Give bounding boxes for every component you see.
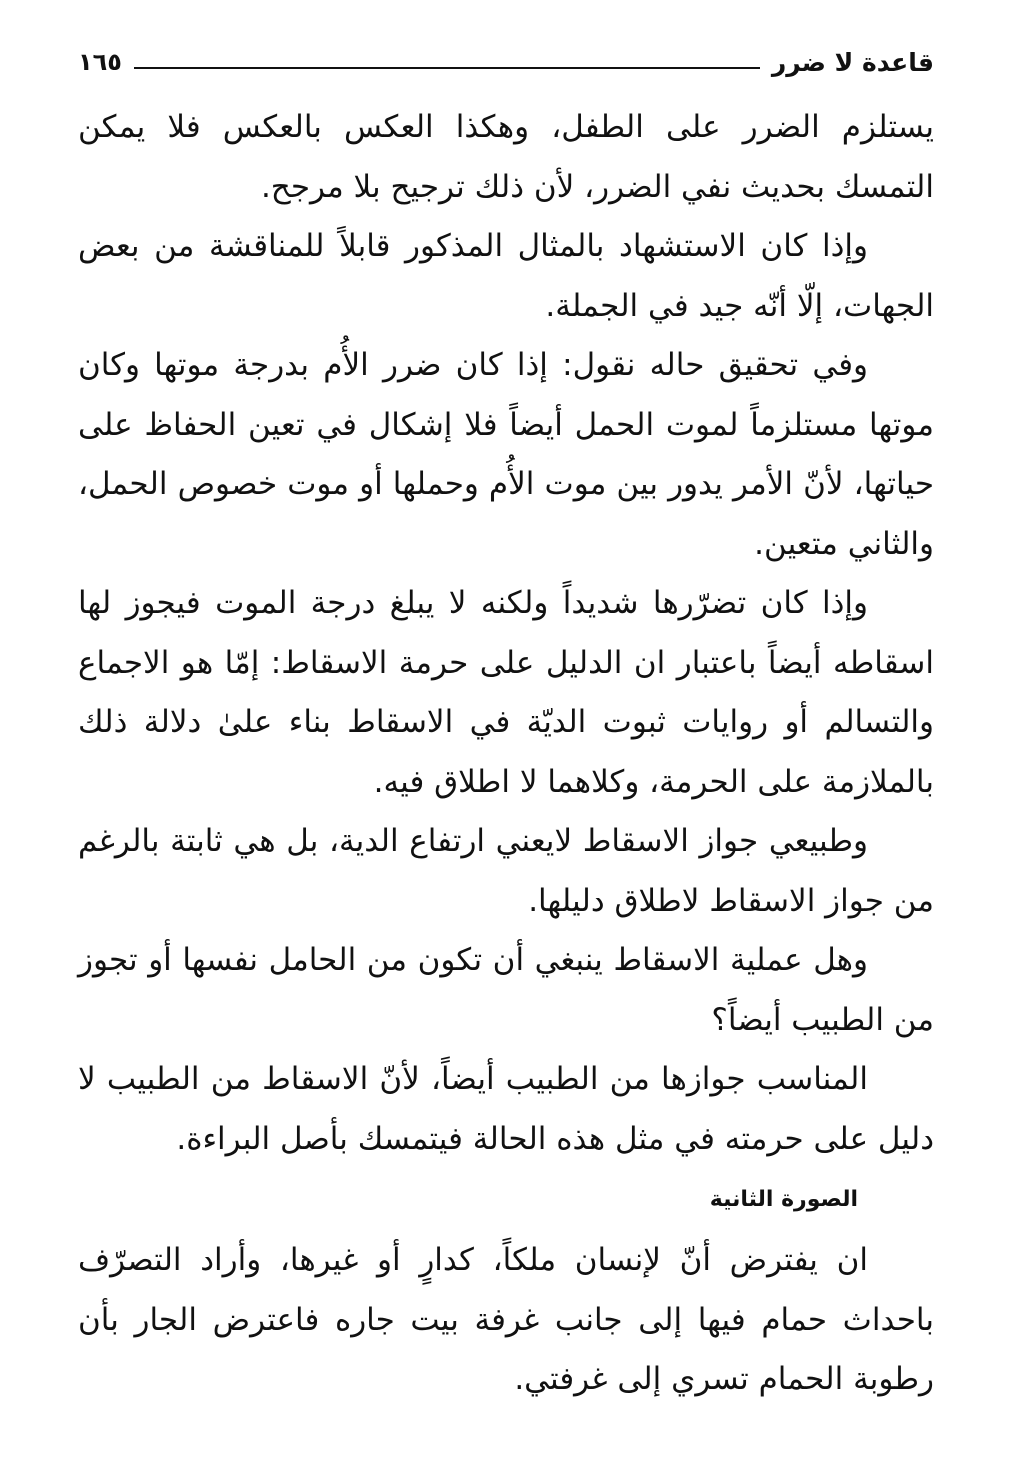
running-header xyxy=(78,40,934,84)
paragraph: وإذا كان الاستشهاد بالمثال المذكور قابلاً للمناقشة من بعض الجهات، إلّا أنّه جيد في الجملة. xyxy=(78,228,934,324)
page-number: ١٦٥ xyxy=(78,48,122,76)
paragraph: وفي تحقيق حاله نقول: إذا كان ضرر الأُم بدرجة موتها وكان موتها مستلزماً لموت الحمل أيضاً فلا إشكال في تعين الحفاظ على حياتها، لأنّ الأمر يدور بين موت الأُم وحملها أو موت خصوص الحمل، والثاني متعين. xyxy=(78,347,934,562)
header-rule xyxy=(134,67,760,69)
paragraph: وطبيعي جواز الاسقاط لايعني ارتفاع الدية، بل هي ثابتة بالرغم من جواز الاسقاط لاطلاق دليلها. xyxy=(78,823,934,919)
paragraph: وهل عملية الاسقاط ينبغي أن تكون من الحامل نفسها أو تجوز من الطبيب أيضاً؟ xyxy=(78,942,934,1038)
book-page xyxy=(78,40,934,1410)
section-heading: الصورة الثانية xyxy=(709,1187,858,1212)
paragraph-continuation: يستلزم الضرر على الطفل، وهكذا العكس بالعكس فلا يمكن التمسك بحديث نفي الضرر، لأن ذلك ترجيح بلا مرجح. xyxy=(78,109,934,205)
paragraph: ان يفترض أنّ لإنسان ملكاً، كدارٍ أو غيرها، وأراد التصرّف باحداث حمام فيها إلى جانب غرفة بيت جاره فاعترض الجار بأن رطوبة الحمام تسري إلى غرفتي. xyxy=(78,1242,934,1397)
paragraph: المناسب جوازها من الطبيب أيضاً، لأنّ الاسقاط من الطبيب لا دليل على حرمته في مثل هذه الحالة فيتمسك بأصل البراءة. xyxy=(78,1061,934,1157)
page-body xyxy=(78,98,934,1410)
paragraph: وإذا كان تضرّرها شديداً ولكنه لا يبلغ درجة الموت فيجوز لها اسقاطه أيضاً باعتبار ان الدليل على حرمة الاسقاط: إمّا هو الاجماع والتسالم أو روايات ثبوت الديّة في الاسقاط بناء علىٰ دلالة ذلك بالملازمة على الحرمة، وكلاهما لا اطلاق فيه. xyxy=(78,585,934,800)
running-title: قاعدة لا ضرر xyxy=(771,47,934,77)
